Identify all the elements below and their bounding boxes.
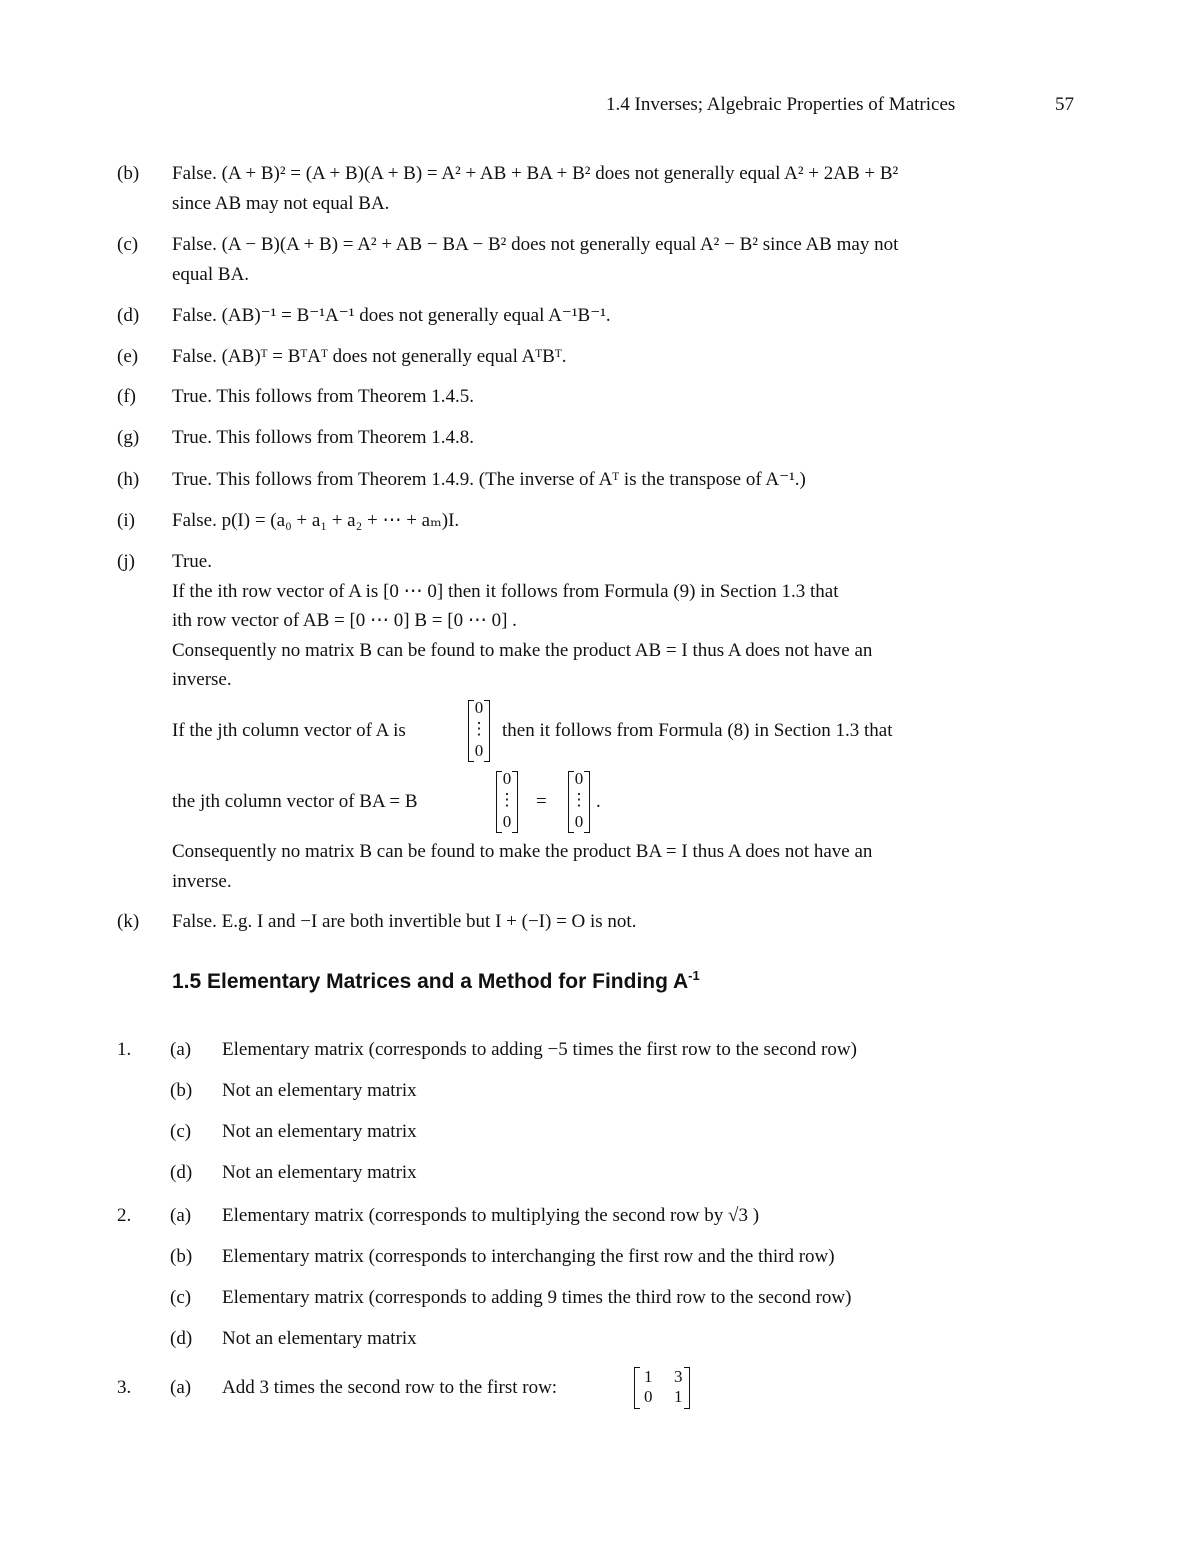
exercise-2c-label: (c) [170,1287,192,1308]
vector-bot: 0 [474,741,484,760]
vector-bot: 0 [574,812,584,831]
section-title: 1.5 Elementary Matrices and a Method for Finding A [172,970,689,993]
item-g-line1: True. This follows from Theorem 1.4.8. [172,427,475,448]
exercise-2b-label: (b) [170,1246,193,1267]
item-label-g: (g) [117,427,140,448]
item-label-b: (b) [117,163,140,184]
section-title-sup: -1 [688,968,700,983]
item-c-line1: False. (A − B)(A + B) = A² + AB − BA − B² does not generally equal A² − B² since AB may not [172,234,899,255]
item-j-line4: Consequently no matrix B can be found to make the product AB = I thus A does not have an [172,640,873,661]
exercise-2b-text: Elementary matrix (corresponds to interchanging the first row and the third row) [222,1246,835,1267]
item-b-line1: False. (A + B)² = (A + B)(A + B) = A² + AB + BA + B² does not generally equal A² + 2AB + B² [172,163,899,184]
item-j-line3: ith row vector of AB = [0 ⋯ 0] B = [0 ⋯ 0] . [172,610,517,631]
section-heading [172,970,700,994]
matrix-r2c2: 1 [674,1387,683,1406]
exercise-2d-text: Not an elementary matrix [222,1328,417,1349]
running-header: 1.4 Inverses; Algebraic Properties of Matrices [606,94,956,115]
vector-top: 0 [474,698,484,717]
exercise-1d-text: Not an elementary matrix [222,1162,417,1183]
exercise-3a-text: Add 3 times the second row to the first row: [222,1377,558,1398]
item-label-h: (h) [117,469,140,490]
equals-sign: = [536,791,547,812]
vector-mid: ⋮ [470,719,488,738]
item-label-c: (c) [117,234,139,255]
zero-column-vector-left [496,771,518,833]
exercise-2a-label: (a) [170,1205,192,1226]
exercise-2-number: 2. [117,1205,132,1226]
exercise-1c-text: Not an elementary matrix [222,1121,417,1142]
page-number: 57 [1055,94,1074,115]
exercise-1a-text: Elementary matrix (corresponds to adding −5 times the first row to the second row) [222,1039,857,1060]
exercise-1c-label: (c) [170,1121,192,1142]
matrix-r1c1: 1 [644,1367,653,1386]
item-d-line1: False. (AB)⁻¹ = B⁻¹A⁻¹ does not generally equal A⁻¹B⁻¹. [172,305,611,326]
item-j-line8: Consequently no matrix B can be found to make the product BA = I thus A does not have an [172,841,873,862]
zero-column-vector-right [568,771,590,833]
exercise-1a-label: (a) [170,1039,192,1060]
item-label-f: (f) [117,386,136,407]
item-h-line1: True. This follows from Theorem 1.4.9. (The inverse of Aᵀ is the transpose of A⁻¹.) [172,469,806,490]
item-j-line6a: If the jth column vector of A is [172,720,406,741]
matrix-2x2 [634,1367,690,1409]
exercise-1b-label: (b) [170,1080,193,1101]
item-j-line2: If the ith row vector of A is [0 ⋯ 0] then it follows from Formula (9) in Section 1.3 that [172,581,839,602]
exercise-1-number: 1. [117,1039,132,1060]
item-i-line1: False. p(I) = (a₀ + a₁ + a₂ + ⋯ + aₘ)I. [172,510,460,531]
exercise-3a-label: (a) [170,1377,192,1398]
item-j-line5: inverse. [172,669,232,690]
item-label-k: (k) [117,911,140,932]
matrix-r2c1: 0 [644,1387,653,1406]
vector-top: 0 [502,769,512,788]
exercise-2d-label: (d) [170,1328,193,1349]
item-j-line7a: the jth column vector of BA = B [172,791,418,812]
exercise-3-number: 3. [117,1377,132,1398]
vector-bot: 0 [502,812,512,831]
item-c-line2: equal BA. [172,264,250,285]
vector-top: 0 [574,769,584,788]
exercise-1d-label: (d) [170,1162,193,1183]
item-k-line1: False. E.g. I and −I are both invertible but I + (−I) = O is not. [172,911,637,932]
item-label-d: (d) [117,305,140,326]
zero-column-vector [468,700,490,762]
item-j-line9: inverse. [172,871,232,892]
item-f-line1: True. This follows from Theorem 1.4.5. [172,386,475,407]
vector-mid: ⋮ [570,790,588,809]
item-j-line6b: then it follows from Formula (8) in Section 1.3 that [502,720,893,741]
exercise-1b-text: Not an elementary matrix [222,1080,417,1101]
item-e-line1: False. (AB)ᵀ = BᵀAᵀ does not generally equal AᵀBᵀ. [172,346,567,367]
exercise-2a-text: Elementary matrix (corresponds to multiplying the second row by √3 ) [222,1205,760,1226]
item-j-line1: True. [172,551,212,572]
exercise-2c-text: Elementary matrix (corresponds to adding 9 times the third row to the second row) [222,1287,852,1308]
matrix-r1c2: 3 [674,1367,683,1386]
item-label-e: (e) [117,346,139,367]
item-label-i: (i) [117,510,135,531]
item-b-line2: since AB may not equal BA. [172,193,390,214]
period: . [596,791,601,812]
item-label-j: (j) [117,551,135,572]
vector-mid: ⋮ [498,790,516,809]
